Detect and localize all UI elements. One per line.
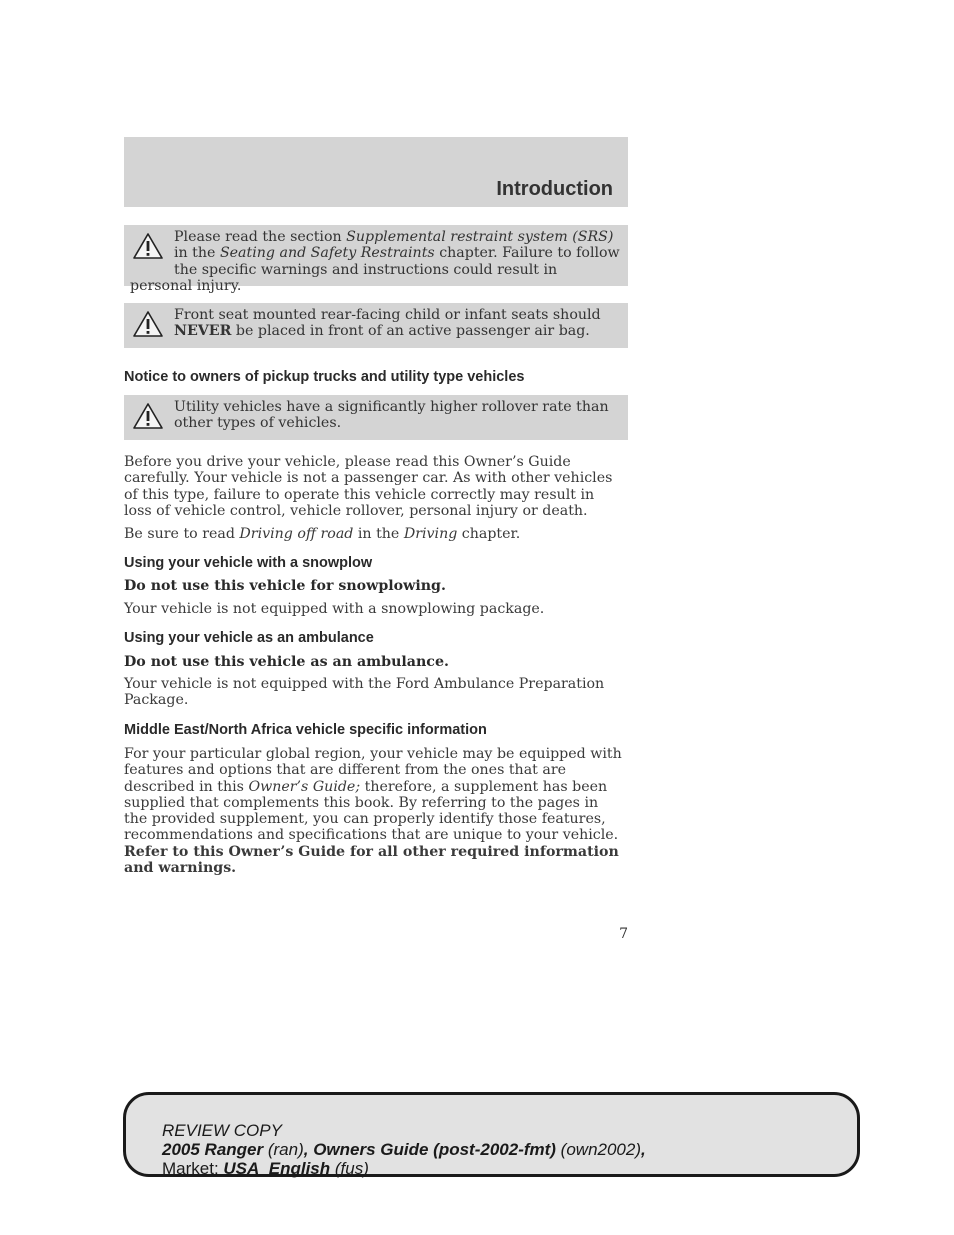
warning-text: Front seat mounted rear-facing child or infant seats should NEVER be placed in front of an active passenger air bag. [174,307,601,340]
warning-box-srs [124,225,628,294]
warning-text: Please read the section Supplemental restraint system (SRS) in the Seating and Safety Restraints chapter. Failure to follow the specific warnings and instructions could result in personal injury. [130,229,620,294]
footer-line-review: REVIEW COPY [162,1121,282,1140]
footer-line-market: Market: USA_English (fus) [162,1159,369,1178]
warning-box-rollover [124,395,628,440]
section-heading-ambulance: Using your vehicle as an ambulance [124,630,374,646]
section-heading-pickup: Notice to owners of pickup trucks and utility type vehicles [124,369,525,385]
chapter-title: Introduction [496,178,613,200]
paragraph-snowplow-warning: Do not use this vehicle for snowplowing. [124,578,446,594]
section-heading-mena: Middle East/North Africa vehicle specific information [124,722,487,738]
paragraph-ambulance-warning: Do not use this vehicle as an ambulance. [124,654,449,670]
paragraph-snowplow: Your vehicle is not equipped with a snowplowing package. [124,601,545,617]
page-number: 7 [619,926,628,942]
warning-triangle-icon [132,232,164,260]
paragraph-ambulance: Your vehicle is not equipped with the Ford Ambulance Preparation Package. [124,676,605,709]
footer-line-guide: 2005 Ranger (ran), Owners Guide (post-2002-fmt) (own2002), [162,1140,646,1159]
section-heading-snowplow: Using your vehicle with a snowplow [124,555,373,571]
chapter-header-band [124,137,628,207]
review-copy-footer [123,1092,860,1177]
warning-text: Utility vehicles have a significantly higher rollover rate than other types of vehicles. [174,399,609,432]
warning-triangle-icon [132,310,164,338]
warning-triangle-icon [132,402,164,430]
paragraph-read-offroad: Be sure to read Driving off road in the Driving chapter. [124,526,521,542]
warning-box-child-seat [124,303,628,348]
paragraph-before-drive: Before you drive your vehicle, please read this Owner’s Guide carefully. Your vehicle is not a passenger car. As with other vehicles of this type, failure to operate this vehicle correctly may result in loss of vehicle control, vehicle rollover, personal injury or death. [124,454,613,519]
paragraph-mena: For your particular global region, your vehicle may be equipped with features and options that are different from the ones that are described in this Owner’s Guide; therefore, a supplement has been supplied that complements this book. By referring to the pages in the provided supplement, you can properly identify those features, recommendations and specifications that are unique to your vehicle. Refer to this Owner’s Guide for all other required information and warnings. [124,746,622,877]
